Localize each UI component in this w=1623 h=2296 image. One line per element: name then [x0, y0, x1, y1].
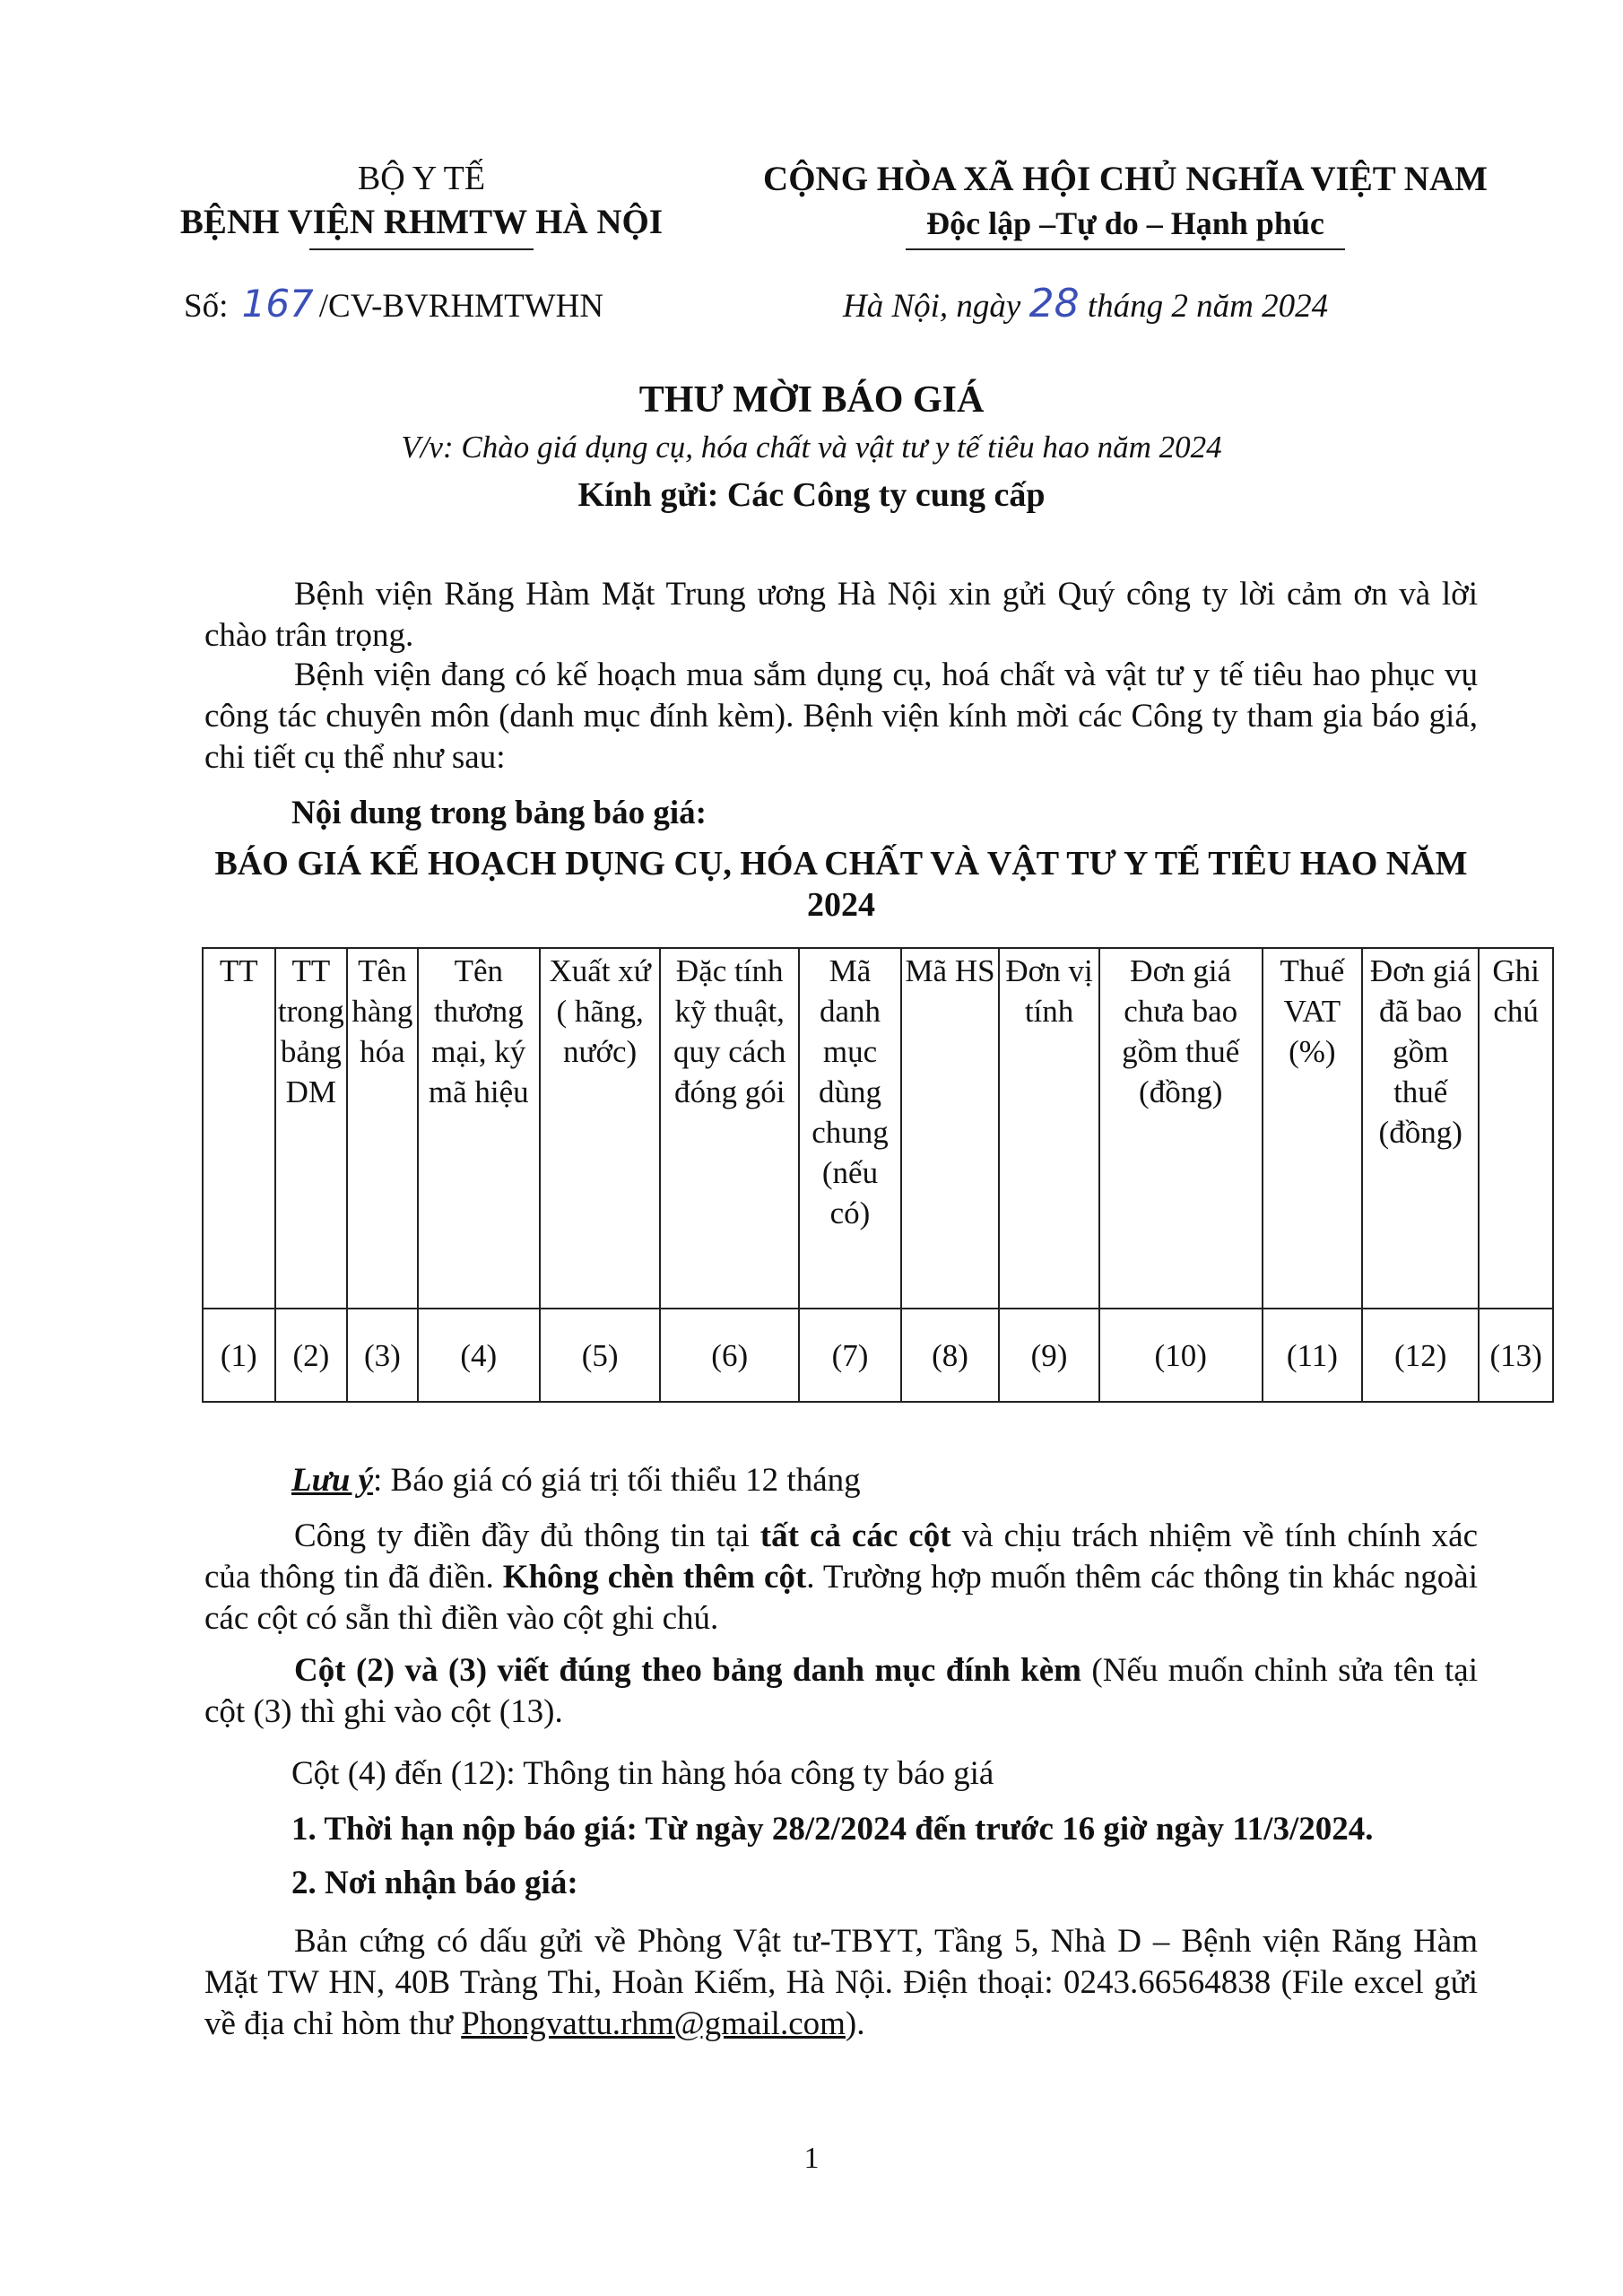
column-number: (13) [1479, 1309, 1553, 1402]
deadline-item: 1. Thời hạn nộp báo giá: Từ ngày 28/2/2024 đến trước 16 giờ ngày 11/3/2024. [291, 1811, 1374, 1848]
plan-paragraph [204, 655, 1478, 778]
document-title: THƯ MỜI BÁO GIÁ [638, 379, 985, 421]
note-label: Lưu ý [291, 1462, 374, 1499]
table-header-row [203, 948, 1553, 1309]
col-header: Tên hàng hóa [347, 948, 418, 1309]
column-number: (2) [275, 1309, 348, 1402]
date-suffix: tháng 2 năm 2024 [1087, 288, 1329, 325]
column-number: (1) [203, 1309, 275, 1402]
col-header: Thuế VAT (%) [1263, 948, 1363, 1309]
national-block [708, 157, 1542, 250]
column-number: (12) [1362, 1309, 1479, 1402]
column-number: (6) [660, 1309, 799, 1402]
national-motto: Độc lập –Tự do – Hạnh phúc [926, 205, 1324, 241]
receiving-place-item: 2. Nơi nhận báo giá: [291, 1865, 578, 1901]
instruction-emphasis: Cột (2) và (3) viết đúng theo bảng danh mục đính kèm [294, 1652, 1081, 1689]
document-date [843, 283, 1328, 328]
quotation-table [202, 947, 1554, 1403]
number-suffix: /CV-BVRHMTWHN [318, 288, 604, 325]
email-link[interactable]: Phongvattu.rhm@gmail.com [461, 2005, 846, 2042]
instruction-text: (Nếu muốn chỉnh sửa tên tại cột (3) thì ghi vào cột (13). [204, 1652, 1478, 1730]
column-number: (11) [1263, 1309, 1363, 1402]
column-instruction [204, 1650, 1478, 1733]
title-block [0, 375, 1623, 520]
handwritten-day: 28 [1028, 281, 1080, 326]
document-recipient: Kính gửi: Các Công ty cung cấp [577, 476, 1046, 514]
intro-text: Bệnh viện Răng Hàm Mặt Trung ương Hà Nội xin gửi Quý công ty lời cảm ơn và lời chào trân trọng. [204, 576, 1478, 654]
issuer-block [135, 157, 708, 250]
hospital-name: BỆNH VIỆN RHMTW HÀ NỘI [179, 203, 664, 241]
handwritten-number: 167 [241, 282, 314, 326]
date-prefix: Hà Nội, ngày [843, 288, 1021, 325]
col-header: Đặc tính kỹ thuật, quy cách đóng gói [660, 948, 799, 1309]
col-header: TT [203, 948, 275, 1309]
instruction-emphasis: tất cả các cột [759, 1518, 951, 1554]
column-number: (5) [540, 1309, 660, 1402]
column-number-row [203, 1309, 1553, 1402]
validity-note [291, 1460, 1565, 1501]
instruction-emphasis: Không chèn thêm cột [502, 1559, 807, 1596]
issuer-underline [309, 248, 534, 250]
document-number [184, 283, 603, 328]
col-header: Đơn giá đã bao gồm thuế (đồng) [1362, 948, 1479, 1309]
page-number: 1 [803, 2142, 820, 2175]
col-header: Ghi chú [1479, 948, 1553, 1309]
col-header: Mã HS [901, 948, 999, 1309]
address-text: ). [845, 2005, 865, 2042]
col-header: Đơn giá chưa bao gồm thuế (đồng) [1099, 948, 1263, 1309]
column-number: (3) [347, 1309, 418, 1402]
content-label: Nội dung trong bảng báo giá: [291, 795, 707, 831]
col-header: Đơn vị tính [999, 948, 1099, 1309]
plan-text: Bệnh viện đang có kế hoạch mua sắm dụng cụ, hoá chất và vật tư y tế tiêu hao phục vụ công tác chuyên môn (danh mục đính kèm). Bệnh viện kính mời các Công ty tham gia báo giá, chi tiết cụ thể như sau: [204, 657, 1478, 776]
number-prefix: Số: [184, 288, 229, 325]
column-number: (9) [999, 1309, 1099, 1402]
instruction-text: và chịu trách nhiệm về tính chính xác của thông tin đã điền. [204, 1518, 1478, 1596]
document-subject: V/v: Chào giá dụng cụ, hóa chất và vật tư y tế tiêu hao năm 2024 [401, 430, 1222, 465]
instruction-text: Công ty điền đầy đủ thông tin tại [294, 1518, 760, 1554]
col-header: Xuất xứ ( hãng, nước) [540, 948, 660, 1309]
submission-address [204, 1921, 1478, 2045]
column-range-note: Cột (4) đến (12): Thông tin hàng hóa công ty báo giá [291, 1755, 994, 1792]
column-number: (8) [901, 1309, 999, 1402]
motto-underline [906, 248, 1345, 250]
address-text: Bản cứng có dấu gửi về Phòng Vật tư-TBYT, Tầng 5, Nhà D – Bệnh viện Răng Hàm Mặt TW HN, 40B Tràng Thi, Hoàn Kiếm, Hà Nội. Điện thoại: 0243.66564838 (File excel gửi về địa chỉ hòm thư [204, 1923, 1478, 2042]
col-header: Mã danh mục dùng chung (nếu có) [799, 948, 901, 1309]
table-title: BÁO GIÁ KẾ HOẠCH DỤNG CỤ, HÓA CHẤT VÀ VẬT TƯ Y TẾ TIÊU HAO NĂM 2024 [214, 845, 1468, 924]
country-name: CỘNG HÒA XÃ HỘI CHỦ NGHĨA VIỆT NAM [763, 160, 1488, 198]
instruction-text: . Trường hợp muốn thêm các thông tin khác ngoài các cột có sẵn thì điền vào cột ghi chú. [204, 1559, 1478, 1637]
note-text: : Báo giá có giá trị tối thiểu 12 tháng [373, 1462, 861, 1499]
column-number: (10) [1099, 1309, 1263, 1402]
fill-instruction [204, 1516, 1478, 1639]
column-number: (4) [418, 1309, 540, 1402]
col-header: TT trong bảng DM [275, 948, 348, 1309]
ministry-name: BỘ Y TẾ [357, 160, 486, 197]
col-header: Tên thương mại, ký mã hiệu [418, 948, 540, 1309]
intro-paragraph [204, 574, 1478, 657]
column-number: (7) [799, 1309, 901, 1402]
